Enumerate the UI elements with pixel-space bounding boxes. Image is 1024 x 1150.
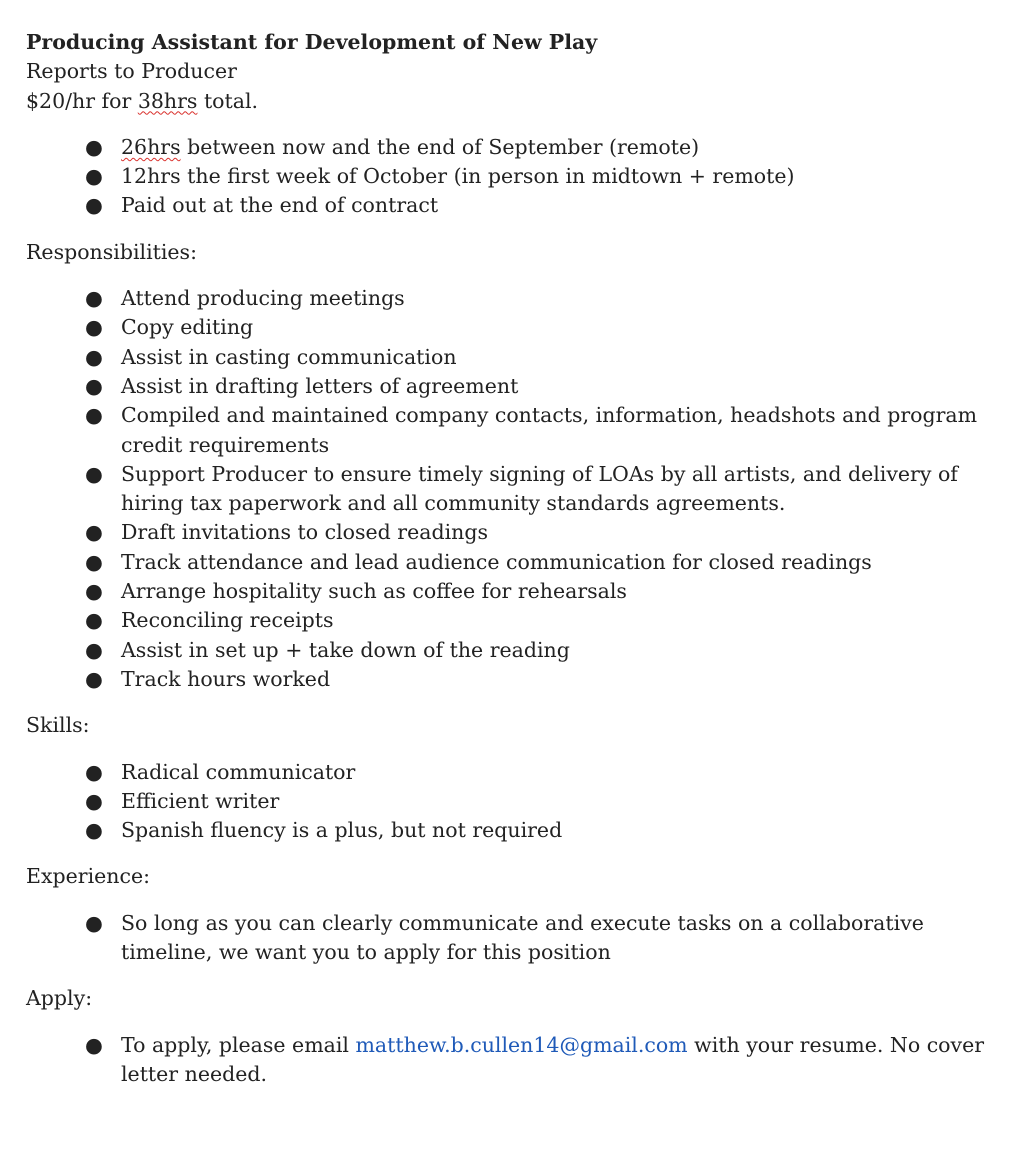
list-item [26, 372, 996, 401]
responsibility-text: Assist in casting communication [121, 344, 457, 369]
responsibility-text: Arrange hospitality such as coffee for rehearsals [121, 579, 627, 604]
bullet-icon: ● [85, 520, 103, 545]
bullet-icon: ● [85, 286, 103, 311]
list-item [26, 548, 996, 577]
bullet-icon: ● [85, 461, 103, 486]
apply-instructions [121, 1031, 996, 1090]
bullet-icon: ● [85, 164, 103, 189]
bullet-icon: ● [85, 910, 103, 935]
apply-prefix: To apply, please email [121, 1032, 356, 1057]
schedule-item-rest: between now and the end of September (remote) [180, 134, 700, 159]
bullet-icon: ● [85, 666, 103, 691]
skills-list [26, 758, 996, 846]
pay-rate-line [26, 87, 996, 116]
skill-text: Spanish fluency is a plus, but not required [121, 818, 563, 843]
schedule-list [26, 133, 996, 221]
bullet-icon: ● [85, 1032, 103, 1057]
list-item [26, 162, 996, 191]
list-item [26, 787, 996, 816]
schedule-item-text: Paid out at the end of contract [121, 193, 439, 218]
bullet-icon: ● [85, 579, 103, 604]
pay-rate-prefix: $20/hr for [26, 88, 138, 113]
responsibility-text: Assist in set up + take down of the reading [121, 637, 570, 662]
responsibility-text: Compiled and maintained company contacts, information, headshots and program credit requirements [121, 403, 978, 457]
responsibility-text: Support Producer to ensure timely signing of LOAs by all artists, and delivery of hiring tax paperwork and all community standards agreements. [121, 461, 958, 516]
experience-list [26, 909, 996, 968]
responsibility-text: Copy editing [121, 315, 254, 340]
bullet-icon: ● [85, 759, 103, 784]
list-item [26, 577, 996, 606]
list-item [26, 518, 996, 547]
list-item [26, 133, 996, 162]
schedule-item-text: 12hrs the first week of October (in person in midtown + remote) [121, 164, 795, 189]
list-item [26, 401, 996, 460]
email-link[interactable]: matthew.b.cullen14@gmail.com [355, 1032, 688, 1057]
skill-text: Efficient writer [121, 788, 280, 813]
bullet-icon: ● [85, 637, 103, 662]
apply-heading: Apply: [26, 986, 93, 1011]
list-item [26, 284, 996, 313]
responsibility-text: Attend producing meetings [121, 286, 405, 311]
skill-text: Radical communicator [121, 759, 356, 784]
bullet-icon: ● [85, 608, 103, 633]
bullet-icon: ● [85, 549, 103, 574]
list-item [26, 909, 996, 968]
list-item [26, 758, 996, 787]
bullet-icon: ● [85, 134, 103, 159]
list-item [26, 460, 996, 519]
list-item [26, 665, 996, 694]
list-item [26, 606, 996, 635]
list-item [26, 343, 996, 372]
document-body [26, 28, 996, 1089]
responsibility-text: Assist in drafting letters of agreement [121, 373, 519, 398]
pay-rate-suffix: total. [197, 88, 259, 113]
responsibility-text: Track attendance and lead audience communication for closed readings [121, 549, 872, 574]
bullet-icon: ● [85, 344, 103, 369]
list-item [26, 816, 996, 845]
document-title: Producing Assistant for Development of New Play [26, 30, 598, 54]
apply-list [26, 1031, 996, 1090]
bullet-icon: ● [85, 373, 103, 398]
reports-to-line: Reports to Producer [26, 59, 237, 84]
schedule-item-text [121, 133, 996, 162]
bullet-icon: ● [85, 315, 103, 340]
apply-suffix: with your resume. No cover letter needed. [121, 1032, 985, 1086]
responsibilities-heading: Responsibilities: [26, 239, 197, 264]
responsibility-text: Track hours worked [121, 666, 331, 691]
bullet-icon: ● [85, 403, 103, 428]
list-item [26, 636, 996, 665]
list-item [26, 1031, 996, 1090]
pay-rate-hours: 38hrs [137, 88, 198, 113]
bullet-icon: ● [85, 788, 103, 813]
experience-text: So long as you can clearly communicate and execute tasks on a collaborative timeline, we want you to apply for this position [121, 910, 924, 965]
schedule-hours: 26hrs [121, 134, 181, 159]
responsibility-text: Draft invitations to closed readings [121, 520, 488, 545]
bullet-icon: ● [85, 818, 103, 843]
skills-heading: Skills: [26, 713, 90, 738]
bullet-icon: ● [85, 193, 103, 218]
list-item [26, 313, 996, 342]
list-item [26, 191, 996, 220]
responsibilities-list [26, 284, 996, 694]
experience-heading: Experience: [26, 864, 150, 889]
responsibility-text: Reconciling receipts [121, 608, 334, 633]
